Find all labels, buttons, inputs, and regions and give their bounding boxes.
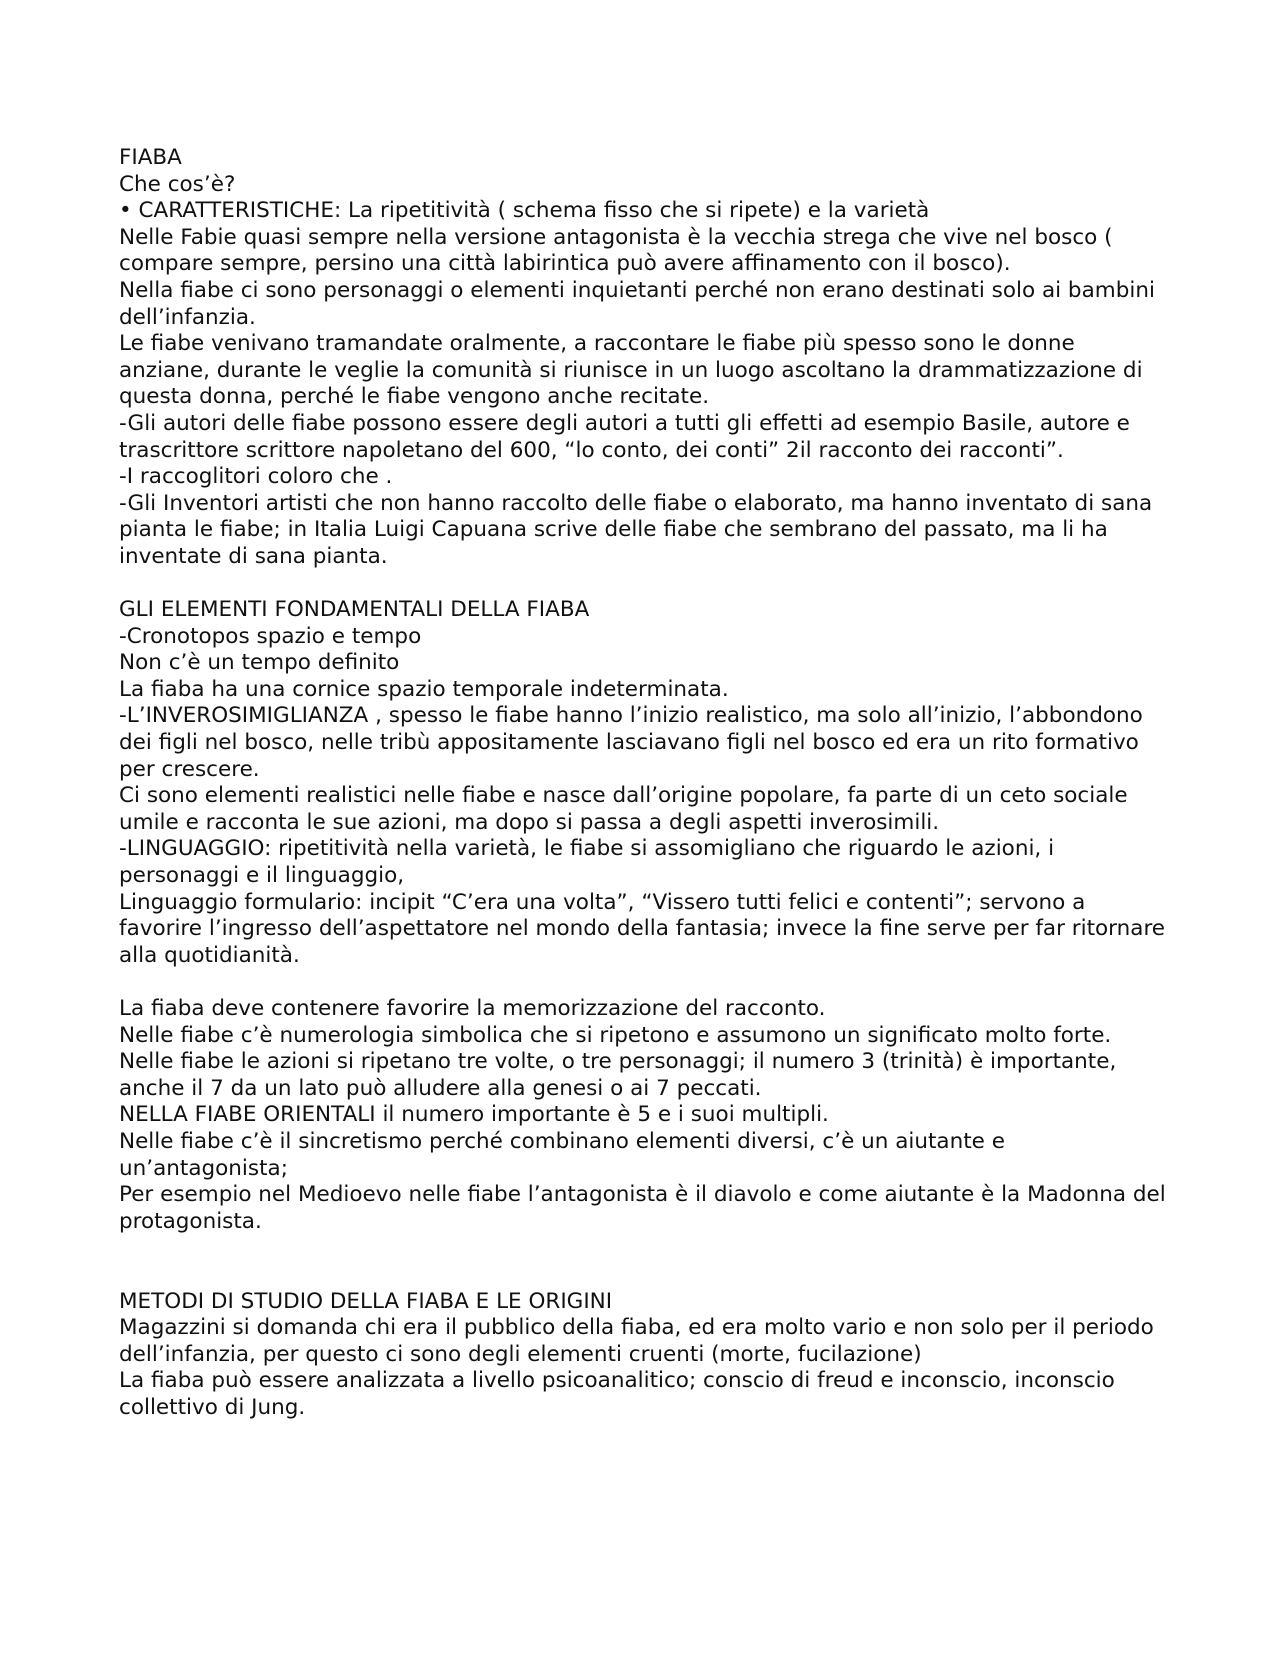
paragraph-tre-volte: Nelle fiabe le azioni si ripetano tre volte, o tre personaggi; il numero 3 (trinità) è importante, anche il 7 da un lato può alludere alla genesi o ai 7 peccati. — [119, 1049, 1117, 1101]
paragraph-cronotopos: -Cronotopos spazio e tempo — [119, 623, 422, 649]
paragraph-inverosimiglianza: -L’INVEROSIMIGLIANZA , spesso le fiabe hanno l’inizio realistico, ma solo all’inizio, l’abbondono dei figli nel bosco, nelle tribù appositamente lasciavano figli nel bosco ed era un rito formativo per crescere. — [119, 703, 1143, 782]
paragraph-antagonista: Nelle Fabie quasi sempre nella versione antagonista è la vecchia strega che vive nel bosco ( compare sempre, persino una città labirintica può avere affinamento con il bosco). — [119, 224, 1113, 277]
bullet-caratteristiche: • CARATTERISTICHE: La ripetitività ( schema fisso che si ripete) e la varietà — [119, 198, 930, 224]
doc-title: FIABA — [119, 145, 182, 170]
paragraph-tempo: Non c’è un tempo definito — [119, 650, 400, 676]
doc-question: Che cos’è? — [119, 171, 236, 197]
paragraph-realistici: Ci sono elementi realistici nelle fiabe e nasce dall’origine popolare, fa parte di un ceto sociale umile e racconta le sue azioni, ma dopo si passa a degli aspetti inverosimili. — [119, 783, 1128, 835]
spacer — [119, 1235, 1169, 1288]
document-page — [119, 145, 1169, 1422]
paragraph-linguaggio: -LINGUAGGIO: ripetitività nella varietà, le fiabe si assomigliano che riguardo le azioni, i personaggi e il linguaggio, — [119, 836, 1055, 889]
paragraph-pubblico: Magazzini si domanda chi era il pubblico della fiaba, ed era molto vario e non solo per il periodo dell’infanzia, per questo ci sono degli elementi cruenti (morte, fucilazione) — [119, 1315, 1154, 1367]
paragraph-numerologia: Nelle fiabe c’è numerologia simbolica che si ripetono e assumono un significato molto forte. — [119, 1022, 1112, 1048]
paragraph-autori: -Gli autori delle fiabe possono essere degli autori a tutti gli effetti ad esempio Basile, autore e trascrittore scrittore napoletano del 600, “lo conto, dei conti” 2il racconto dei racconti”. — [119, 410, 1130, 463]
paragraph-cornice: La fiaba ha una cornice spazio temporale indeterminata. — [119, 676, 729, 702]
spacer — [119, 571, 1169, 598]
paragraph-psicoanalitico: La fiaba può essere analizzata a livello psicoanalitico; conscio di freud e inconscio, inconscio collettivo di Jung. — [119, 1368, 1115, 1420]
paragraph-formulario: Linguaggio formulario: incipit “C’era una volta”, “Vissero tutti felici e contenti”; servono a favorire l’ingresso dell’aspettatore nel mondo della fantasia; invece la fine serve per far ritornare alla quotidianità. — [119, 889, 1166, 968]
paragraph-medioevo: Per esempio nel Medioevo nelle fiabe l’antagonista è il diavolo e come aiutante è la Madonna del protagonista. — [119, 1182, 1166, 1234]
paragraph-orientali: NELLA FIABE ORIENTALI il numero importante è 5 e i suoi multipli. — [119, 1102, 829, 1128]
paragraph-personaggi: Nella fiabe ci sono personaggi o elementi inquietanti perché non erano destinati solo ai bambini dell’infanzia. — [119, 277, 1155, 330]
spacer — [119, 969, 1169, 996]
paragraph-sincretismo: Nelle fiabe c’è il sincretismo perché combinano elementi diversi, c’è un aiutante e un’antagonista; — [119, 1128, 1005, 1181]
paragraph-raccoglitori: -I raccoglitori coloro che . — [119, 464, 393, 490]
paragraph-inventori: -Gli Inventori artisti che non hanno raccolto delle fiabe o elaborato, ma hanno inventato di sana pianta le fiabe; in Italia Luigi Capuana scrive delle fiabe che sembrano del passato, ma li ha inventate di sana pianta. — [119, 490, 1153, 569]
section-heading-metodi: METODI DI STUDIO DELLA FIABA E LE ORIGINI — [119, 1288, 613, 1314]
paragraph-oralita: Le fiabe venivano tramandate oralmente, a raccontare le fiabe più spesso sono le donne anziane, durante le veglie la comunità si riunisce in un luogo ascoltano la drammatizzazione di questa donna, perché le fiabe vengono anche recitate. — [119, 331, 1143, 410]
section-heading-elementi: GLI ELEMENTI FONDAMENTALI DELLA FIABA — [119, 597, 590, 623]
paragraph-memorizzazione: La fiaba deve contenere favorire la memorizzazione del racconto. — [119, 996, 826, 1021]
